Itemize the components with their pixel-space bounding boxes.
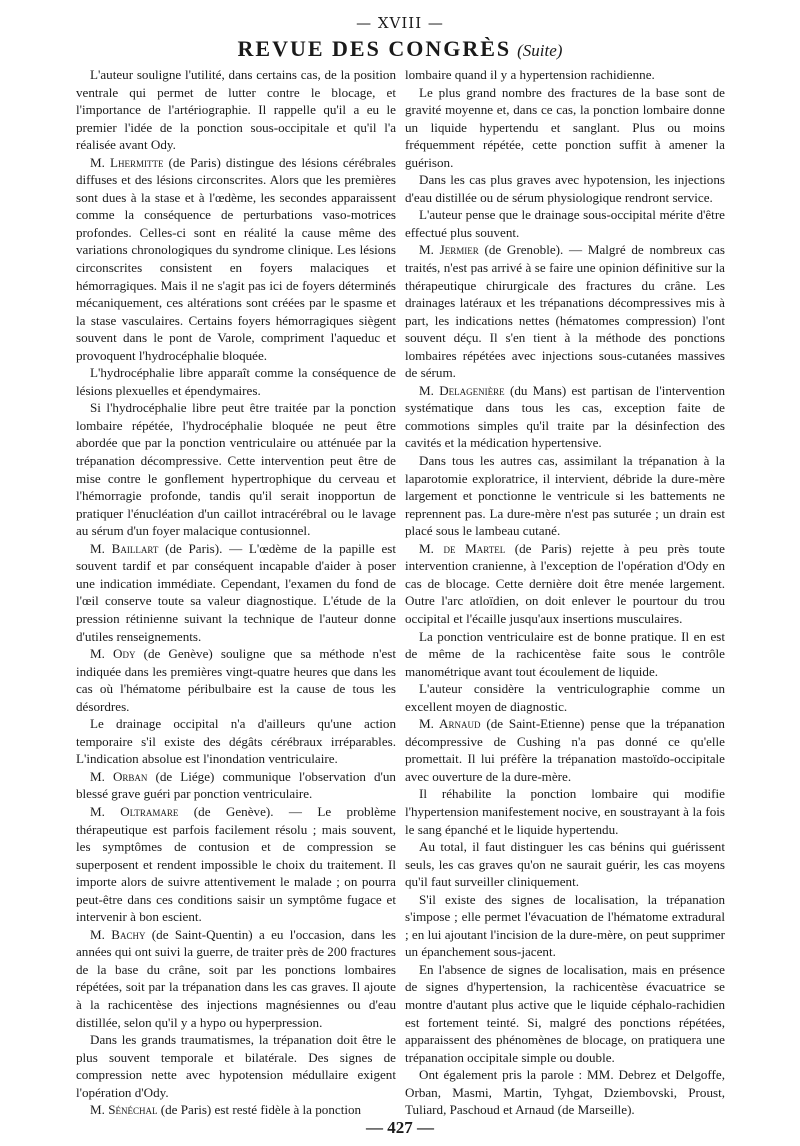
page-number: — 427 — (366, 1118, 434, 1137)
paragraph (405, 84, 725, 172)
left-column (76, 66, 396, 1119)
paragraph-text: lombaire quand il y a hypertension rachidienne. (405, 67, 655, 82)
paragraph (405, 715, 725, 785)
speaker-name: M. Ody (90, 646, 136, 662)
speaker-name: M. Orban (90, 768, 148, 784)
paragraph-text: Dans les grands traumatismes, la trépanation doit être le plus souvent temporale et bilatérale. Des signes de compression nette avec hypotension médullaire exigent l'opération d'Ody. (76, 1032, 396, 1100)
speaker-name: M. Arnaud (419, 716, 481, 732)
speaker-name: M. Oltramare (90, 803, 179, 819)
paragraph (76, 1031, 396, 1101)
speaker-name: M. Jermier (419, 242, 479, 258)
paragraph (405, 1066, 725, 1119)
paragraph-text: (de Genève). — Le problème thérapeutique est parfois facilement résolu ; mais souvent, les symptômes de contusion et de compression se superposent et rendent impossible le choix du traitement. Il importe alors de suivre attentivement le malade ; on pourra peut-être dans ces conditions saisir un symptôme fugace et intervenir à bon escient. (76, 803, 396, 925)
speaker-name: M. Lhermitte (90, 154, 164, 170)
paragraph (405, 628, 725, 681)
paragraph-text: (de Saint-Etienne) pense que la trépanation décompressive de Cushing n'a pas donné ce qu'elle promettait. Il lui préfère la trépanation mastoïdo-occipitale avec ouverture de la dure-mère. (405, 716, 725, 784)
paragraph-text: L'auteur pense que le drainage sous-occipital mérite d'être effectué plus souvent. (405, 207, 725, 240)
paragraph-text: Dans les cas plus graves avec hypotension, les injections d'eau distillée ou de sérum physiologique rendront service. (405, 172, 725, 205)
paragraph-text: Si l'hydrocéphalie libre peut être traitée par la ponction lombaire répétée, l'hydrocéphalie bloquée ne peut être abordée que par la ponction ventriculaire ou atténuée par la trépanation décompressive. Cette intervention peut être de mise contre le gonflement hypertrophique du cerveau et l'hémorragie profonde, tandis qu'il serait inopportun de pratiquer l'énucléation d'un caillot intracérébral ou le lavage au sérum d'un foyer malacique contusionnel. (76, 400, 396, 539)
paragraph-text: En l'absence de signes de localisation, mais en présence de signes d'hypertension, la rachicentèse évacuatrice se montre d'autant plus active que le liquide céphalo-rachidien est fortement teinté. Si, malgré des ponctions répétées, apparaissent des phénomènes de blocage, on pratiquera une trépanation occipitale simple ou double. (405, 961, 725, 1065)
paragraph-text: Dans tous les autres cas, assimilant la trépanation à la laparotomie exploratrice, il intervient, débride la dure-mère largement et ponctionne le ventricule si les battements ne reprennent pas. La dure-mère n'est pas suturée ; un drain est placé sous le lambeau cutané. (405, 453, 725, 539)
speaker-name: M. Bachy (90, 926, 146, 942)
paragraph (405, 680, 725, 715)
speaker-name: M. Baillart (90, 540, 159, 556)
paragraph-text: (de Paris). — L'œdème de la papille est souvent tardif et par conséquent incapable d'aider à poser une indication immédiate. Cependant, l'examen du fond de l'œil conserve toute sa valeur diagnostique. L'étude de la pression rétinienne suivant la technique de l'auteur donne d'utiles renseignements. (76, 540, 396, 644)
paragraph-text: Ont également pris la parole : MM. Debrez et Delgoffe, Orban, Masmi, Martin, Tyhgat, Dziembovski, Proust, Tuliard, Paschoud et Arnaud (de Marseille). (405, 1067, 725, 1118)
paragraph-text: L'auteur souligne l'utilité, dans certains cas, de la position ventrale qui permet de lutter contre le blocage, et l'importance de l'artériographie. Il rappelle qu'il a eu le premier l'idée de la ponction sous-occipitale et qu'il l'a réalisée avant Ody. (76, 67, 396, 153)
paragraph (405, 206, 725, 241)
paragraph-text: (de Liége) communique l'observation d'un blessé grave guéri par ponction ventriculaire. (76, 768, 396, 802)
paragraph (76, 926, 396, 1031)
paragraph-text: (de Genève) souligne que sa méthode n'est indiquée dans les premières vingt-quatre heures que dans les cas où l'hématome péribulbaire est la cause de tous les désordres. (76, 646, 396, 714)
paragraph (76, 1101, 396, 1119)
paragraph (76, 803, 396, 926)
paragraph (76, 540, 396, 645)
paragraph (405, 382, 725, 452)
right-column (405, 66, 725, 1119)
paragraph (405, 540, 725, 628)
paragraph-text: Le plus grand nombre des fractures de la base sont de gravité moyenne et, dans ce cas, la ponction lombaire donne un liquide hypertendu et sanglant. Plus ou moins fréquemment répétée, cette ponction suffit à amener la guérison. (405, 84, 725, 170)
paragraph-text: La ponction ventriculaire est de bonne pratique. Il en est de même de la rachicentèse faite sous le contrôle manométrique avant tout écoulement de liquide. (405, 628, 725, 679)
title-main: REVUE DES CONGRÈS (237, 36, 512, 61)
paragraph (405, 452, 725, 540)
paragraph (76, 399, 396, 539)
paragraph-text: (du Mans) est partisan de l'intervention systématique dans tous les cas, exception faite de commotions simples qu'il traite par la désinfection des cavités et la médication hypertensive. (405, 382, 726, 451)
paragraph-text: (de Grenoble). — Malgré de nombreux cas traités, n'est pas arrivé à se faire une opinion définitive sur la thérapeutique chirurgicale des fractures du crâne. Les drainages latéraux et les trépanations décompressives mis à part, les indications nettes (hématomes compression) l'ont souvent déçu. Il s'en tient à la méthode des ponctions lombaires répétées avec injections sous-cutanées massives de sérum. (405, 242, 725, 381)
paragraph (76, 154, 396, 365)
paragraph-text: (de Paris) rejette à peu près toute intervention cranienne, à l'exception de l'opération d'Ody en cas de blocage. Cette dernière doit être menée largement. Outre l'arc atloïdien, on doit enlever le pourtour du trou occipital et l'écaille jusqu'aux insertions musculaires. (405, 540, 725, 626)
paragraph (76, 768, 396, 803)
paragraph (405, 241, 725, 381)
paragraph-text: L'hydrocéphalie libre apparaît comme la conséquence de lésions plexuelles et épendymaires. (76, 365, 396, 398)
paragraph (405, 838, 725, 891)
paragraph-text: (de Paris) distingue des lésions cérébrales diffuses et des lésions circonscrites. Alors que les premières sont dues à la stase et à l'œdème, les secondes apparaissent comme la conséquence de perturbations vaso-motrices profondes. Celles-ci sont en réalité la cause même des variations chronologiques du syndrome clinique. Les lésions circonscrites consistent en foyers malaciques et hémorragiques. Mais il ne s'agit pas ici de foyers déterminés mécaniquement, ces altérations sont créées par le spasme et la stase vasculaires. Certains foyers hémorragiques siègent souvent dans le pont de Varole, compriment l'aqueduc et provoquent l'hydrocéphalie bloquée. (76, 154, 396, 363)
paragraph (76, 645, 396, 715)
speaker-name: M. Sénéchal (90, 1102, 158, 1118)
paragraph (405, 891, 725, 961)
paragraph-text: Il réhabilite la ponction lombaire qui modifie l'hypertension manifestement nocive, en soustrayant à la fois le sang épanché et le liquide hypertendu. (405, 786, 725, 837)
paragraph-text: S'il existe des signes de localisation, la trépanation s'impose ; elle permet l'évacuation de l'hématome extradural ; en lui ajoutant l'incision de la dure-mère, on peut supprimer un épanchement sous-jacent. (405, 891, 725, 960)
paragraph (76, 364, 396, 399)
page-title (0, 36, 800, 62)
paragraph-text: Le drainage occipital n'a d'ailleurs qu'une action temporaire s'il existe des dégâts cérébraux irréparables. L'indication absolue est l'inondation ventriculaire. (76, 716, 396, 767)
paragraph (405, 785, 725, 838)
paragraph-text: L'auteur considère la ventriculographie comme un excellent moyen de diagnostic. (405, 681, 725, 714)
paragraph-text: (de Saint-Quentin) a eu l'occasion, dans les années qui ont suivi la guerre, de traiter près de 200 fractures de la base du crâne, soit par les ponctions lombaires répétées, soit par la trépanation dans les cas graves. Il ajoute à la rachicentèse des injections magnésiennes ou d'eau distillée, selon qu'il y a hypo ou hyperpression. (76, 926, 396, 1030)
speaker-name: M. Delagenière (419, 382, 505, 398)
paragraph (405, 961, 725, 1066)
title-suffix: (Suite) (517, 41, 563, 60)
paragraph-text: (de Paris) est resté fidèle à la ponction (157, 1102, 362, 1118)
paragraph (76, 715, 396, 768)
paragraph (405, 171, 725, 206)
page-top-number: — XVIII — (356, 14, 444, 32)
paragraph (405, 66, 725, 84)
paragraph-text: Au total, il faut distinguer les cas bénins qui guérissent seuls, les cas graves qu'on ne saurait guérir, les cas moyens qu'il faut surveiller cliniquement. (405, 839, 725, 890)
speaker-name: M. de Martel (419, 540, 506, 556)
paragraph (76, 66, 396, 154)
